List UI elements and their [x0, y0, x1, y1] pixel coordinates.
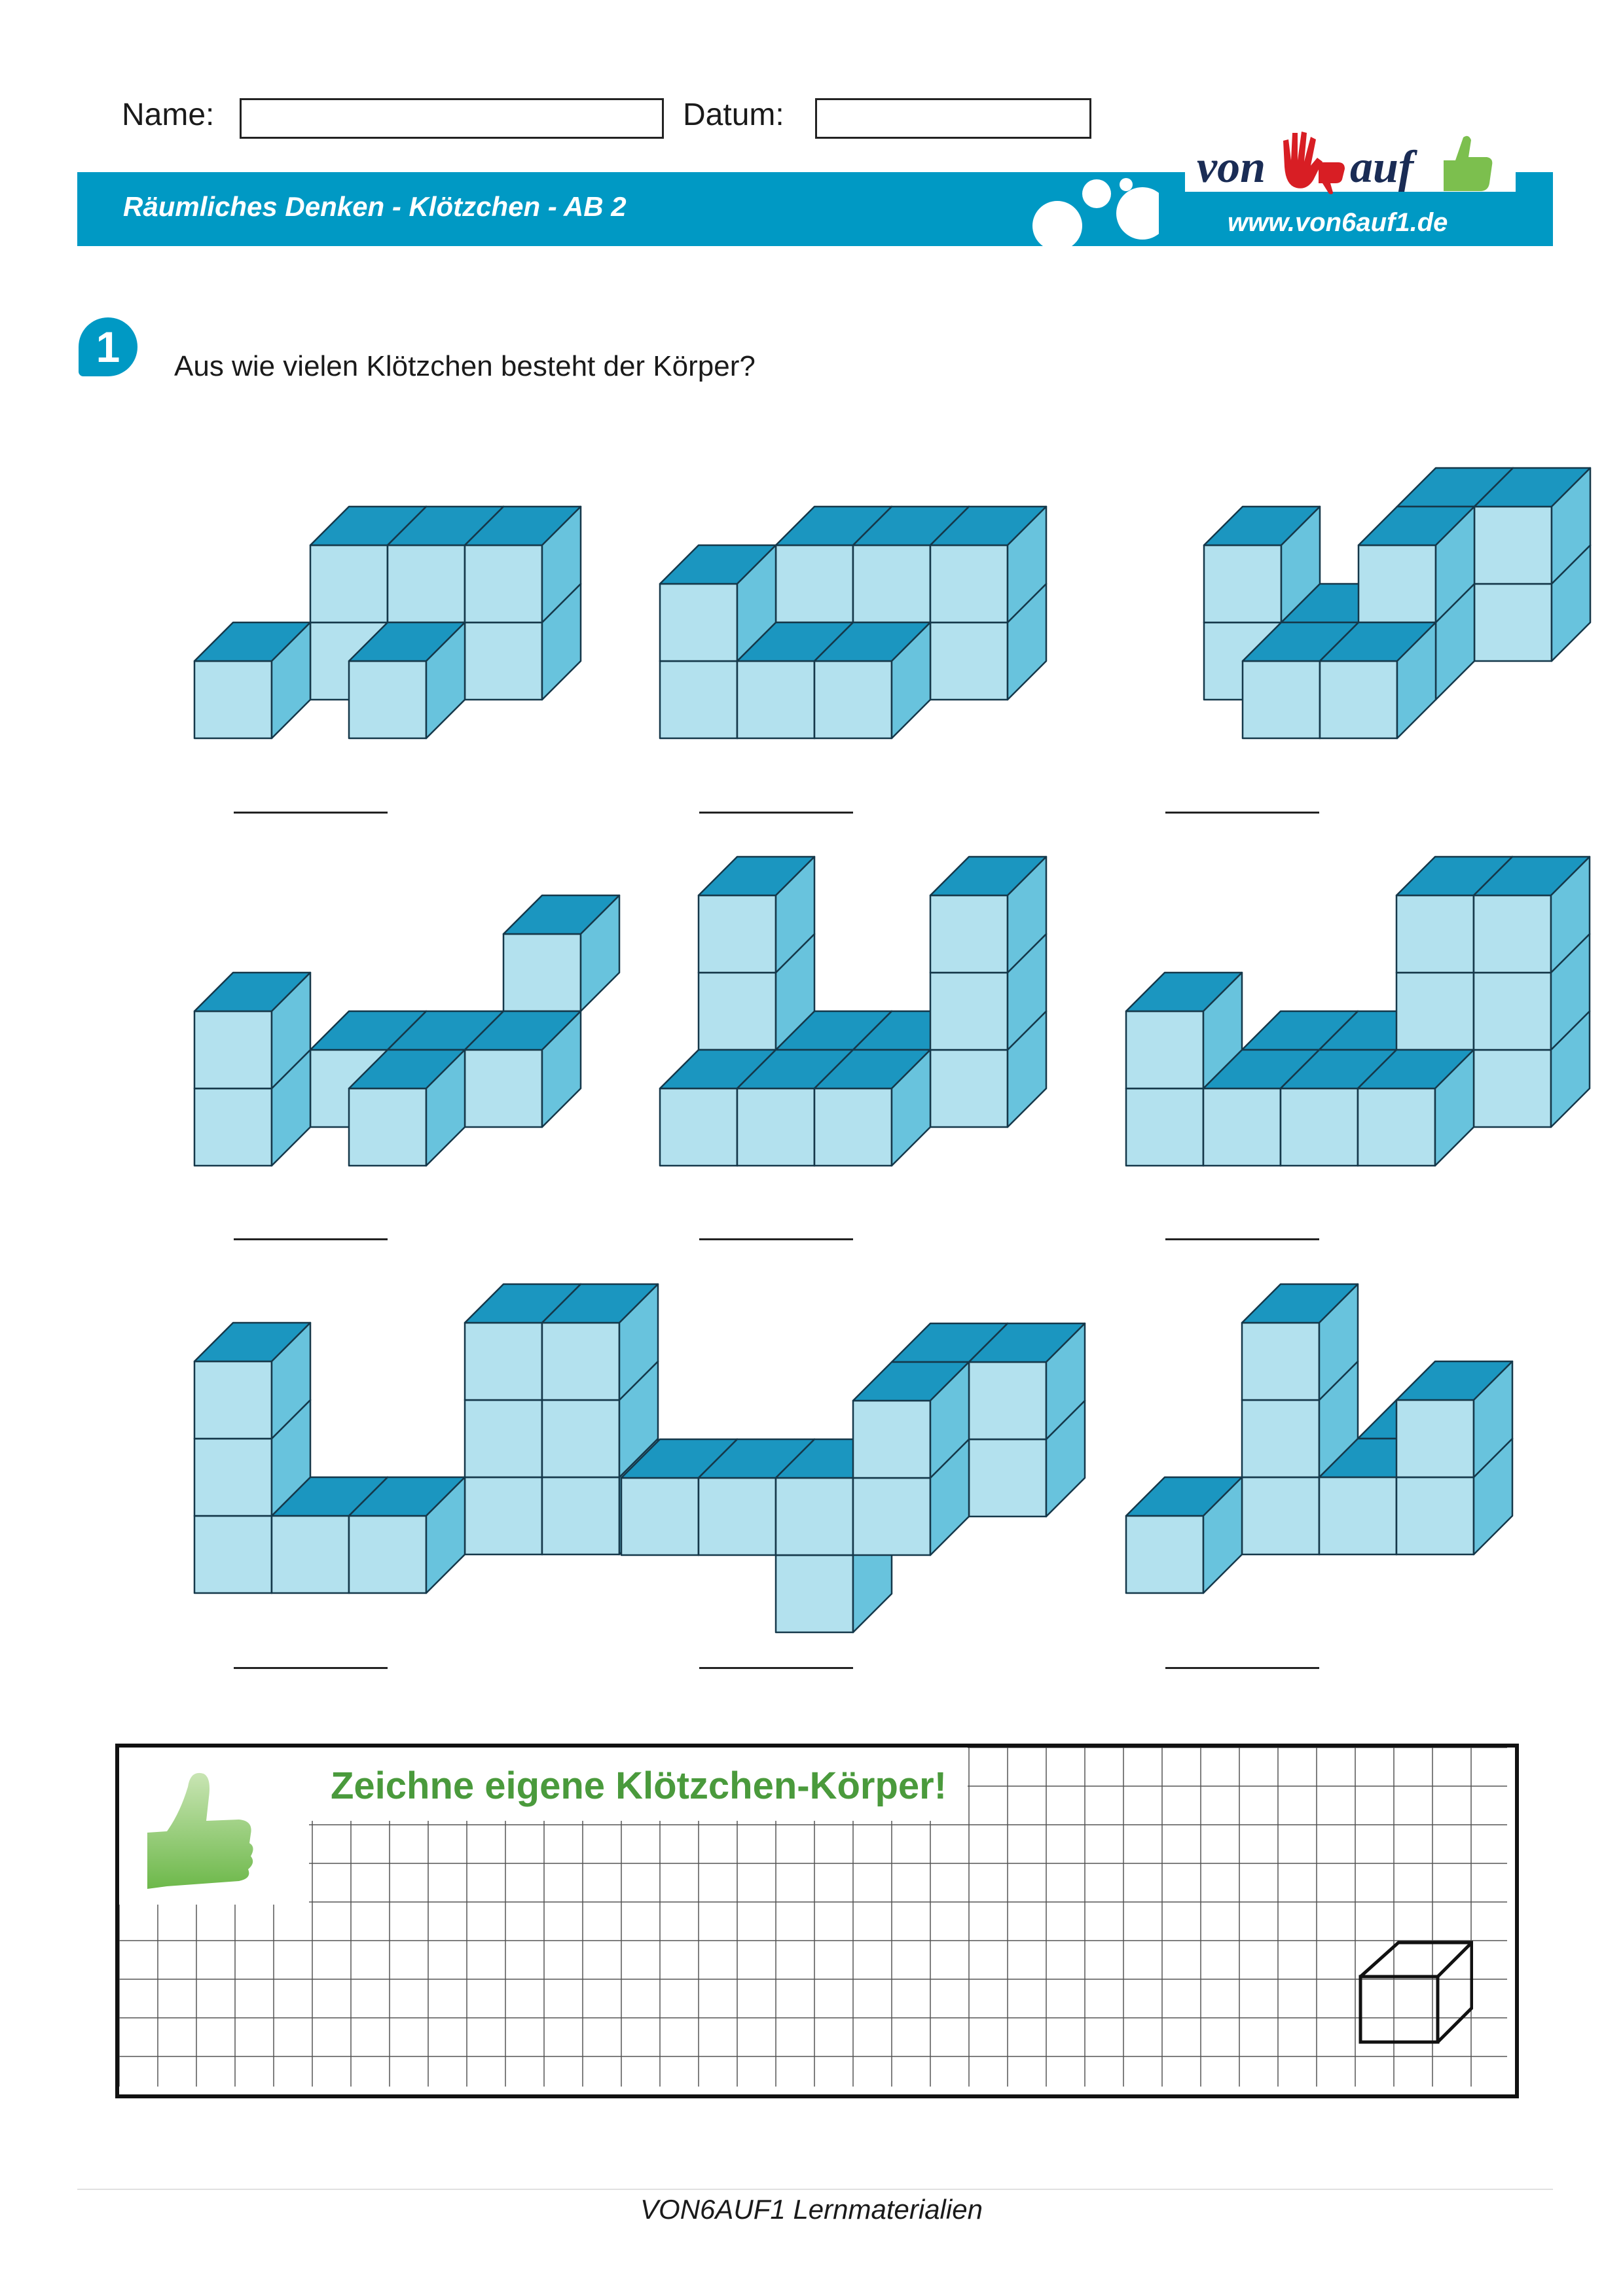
cube-front-face [776, 545, 853, 622]
cube-front-face [1242, 1477, 1319, 1554]
cube-front-face [660, 661, 737, 738]
cube-front-face [1126, 1516, 1203, 1593]
answer-line[interactable] [699, 812, 853, 814]
answer-line[interactable] [699, 1667, 853, 1669]
answer-line[interactable] [234, 812, 388, 814]
cube-front-face [349, 661, 426, 738]
answer-line[interactable] [234, 1238, 388, 1240]
cube-front-face [388, 545, 465, 622]
cube-front-face [699, 1478, 776, 1555]
cube-front-face [930, 1050, 1008, 1127]
cube-front-face [930, 973, 1008, 1050]
cube-front-face [1281, 1088, 1358, 1166]
task-number-badge: 1 [79, 317, 137, 376]
cube-front-face [814, 1088, 892, 1166]
cube-front-face [930, 622, 1008, 700]
logo-auf: auf [1350, 142, 1414, 192]
cube-front-face [853, 1478, 930, 1555]
cube-front-face [1243, 661, 1320, 738]
cube-front-face [194, 1361, 272, 1439]
cube-front-face [465, 1050, 542, 1127]
cube-front-face [349, 1088, 426, 1166]
cube-front-face [1474, 973, 1551, 1050]
figure-8 [621, 1323, 1085, 1632]
draw-title: Zeichne eigene Klötzchen-Körper! [331, 1765, 947, 1807]
cube-front-face [465, 1400, 542, 1477]
cube-front-face [1396, 895, 1474, 973]
cube-front-face [542, 1323, 619, 1400]
cube-front-face [969, 1439, 1046, 1516]
cube-front-face [194, 661, 272, 738]
cube-front-face [1474, 584, 1552, 661]
answer-line[interactable] [1165, 812, 1319, 814]
figure-6 [1126, 857, 1590, 1166]
banner-title: Räumliches Denken - Klötzchen - AB 2 [123, 191, 627, 222]
cube-front-face [272, 1516, 349, 1593]
cube-front-face [930, 895, 1008, 973]
cube-front-face [542, 1477, 619, 1554]
figure-4 [194, 895, 619, 1166]
cube-front-face [503, 934, 581, 1011]
figure-2 [660, 507, 1046, 738]
date-label: Datum: [683, 98, 784, 132]
task-instruction: Aus wie vielen Klötzchen besteht der Körper? [174, 350, 756, 382]
cube-front-face [699, 895, 776, 973]
cube-front-face [1359, 545, 1436, 622]
cube-front-face [1203, 1088, 1281, 1166]
cube-front-face [1474, 895, 1551, 973]
cube-front-face [814, 661, 892, 738]
cube-front-face [1474, 507, 1552, 584]
cube-front-face [737, 1088, 814, 1166]
answer-line[interactable] [1165, 1667, 1319, 1669]
cube-front-face [465, 545, 542, 622]
cube-front-face [737, 661, 814, 738]
cube-front-face [969, 1362, 1046, 1439]
cube-front-face [465, 622, 542, 700]
cube-front-face [1126, 1011, 1203, 1088]
website-url: www.von6auf1.de [1228, 208, 1448, 237]
footer-text: VON6AUF1 Lernmaterialien [640, 2194, 983, 2225]
cube-front-face [310, 545, 388, 622]
answer-line[interactable] [699, 1238, 853, 1240]
logo-von: von [1197, 142, 1266, 192]
cube-front-face [660, 1088, 737, 1166]
cube-front-face [1242, 1323, 1319, 1400]
cube-front-face [194, 1516, 272, 1593]
cube-front-face [1319, 1477, 1396, 1554]
cube-front-face [194, 1088, 272, 1166]
cube-front-face [853, 1401, 930, 1478]
name-label: Name: [122, 98, 215, 132]
cube-front-face [1396, 973, 1474, 1050]
answer-line[interactable] [234, 1667, 388, 1669]
example-cube [1355, 1937, 1473, 2049]
cube-front-face [1126, 1088, 1203, 1166]
cube-front-face [1204, 545, 1281, 622]
cube-front-face [465, 1323, 542, 1400]
cube-front-face [776, 1478, 853, 1555]
figure-1 [194, 507, 581, 738]
figure-3 [1204, 468, 1590, 738]
cube-front-face [1358, 1088, 1435, 1166]
cube-front-face [542, 1400, 619, 1477]
figure-7 [194, 1284, 658, 1593]
cube-front-face [776, 1555, 853, 1632]
cube-front-face [621, 1478, 699, 1555]
cube-front-face [1474, 1050, 1551, 1127]
cube-front-face [465, 1477, 542, 1554]
figure-5 [660, 857, 1046, 1166]
cube-front-face [1242, 1400, 1319, 1477]
cube-front-face [1396, 1400, 1474, 1477]
cube-front-face [660, 584, 737, 661]
cube-front-face [853, 545, 930, 622]
answer-line[interactable] [1165, 1238, 1319, 1240]
figure-9 [1126, 1284, 1512, 1593]
cube-front-face [699, 973, 776, 1050]
cube-front-face [349, 1516, 426, 1593]
cube-front-face [1396, 1477, 1474, 1554]
cube-front-face [930, 545, 1008, 622]
footer-divider [77, 2189, 1553, 2190]
cube-front-face [194, 1011, 272, 1088]
cube-front-face [1320, 661, 1397, 738]
cube-front-face [194, 1439, 272, 1516]
thumbs-up-icon [141, 1761, 259, 1892]
